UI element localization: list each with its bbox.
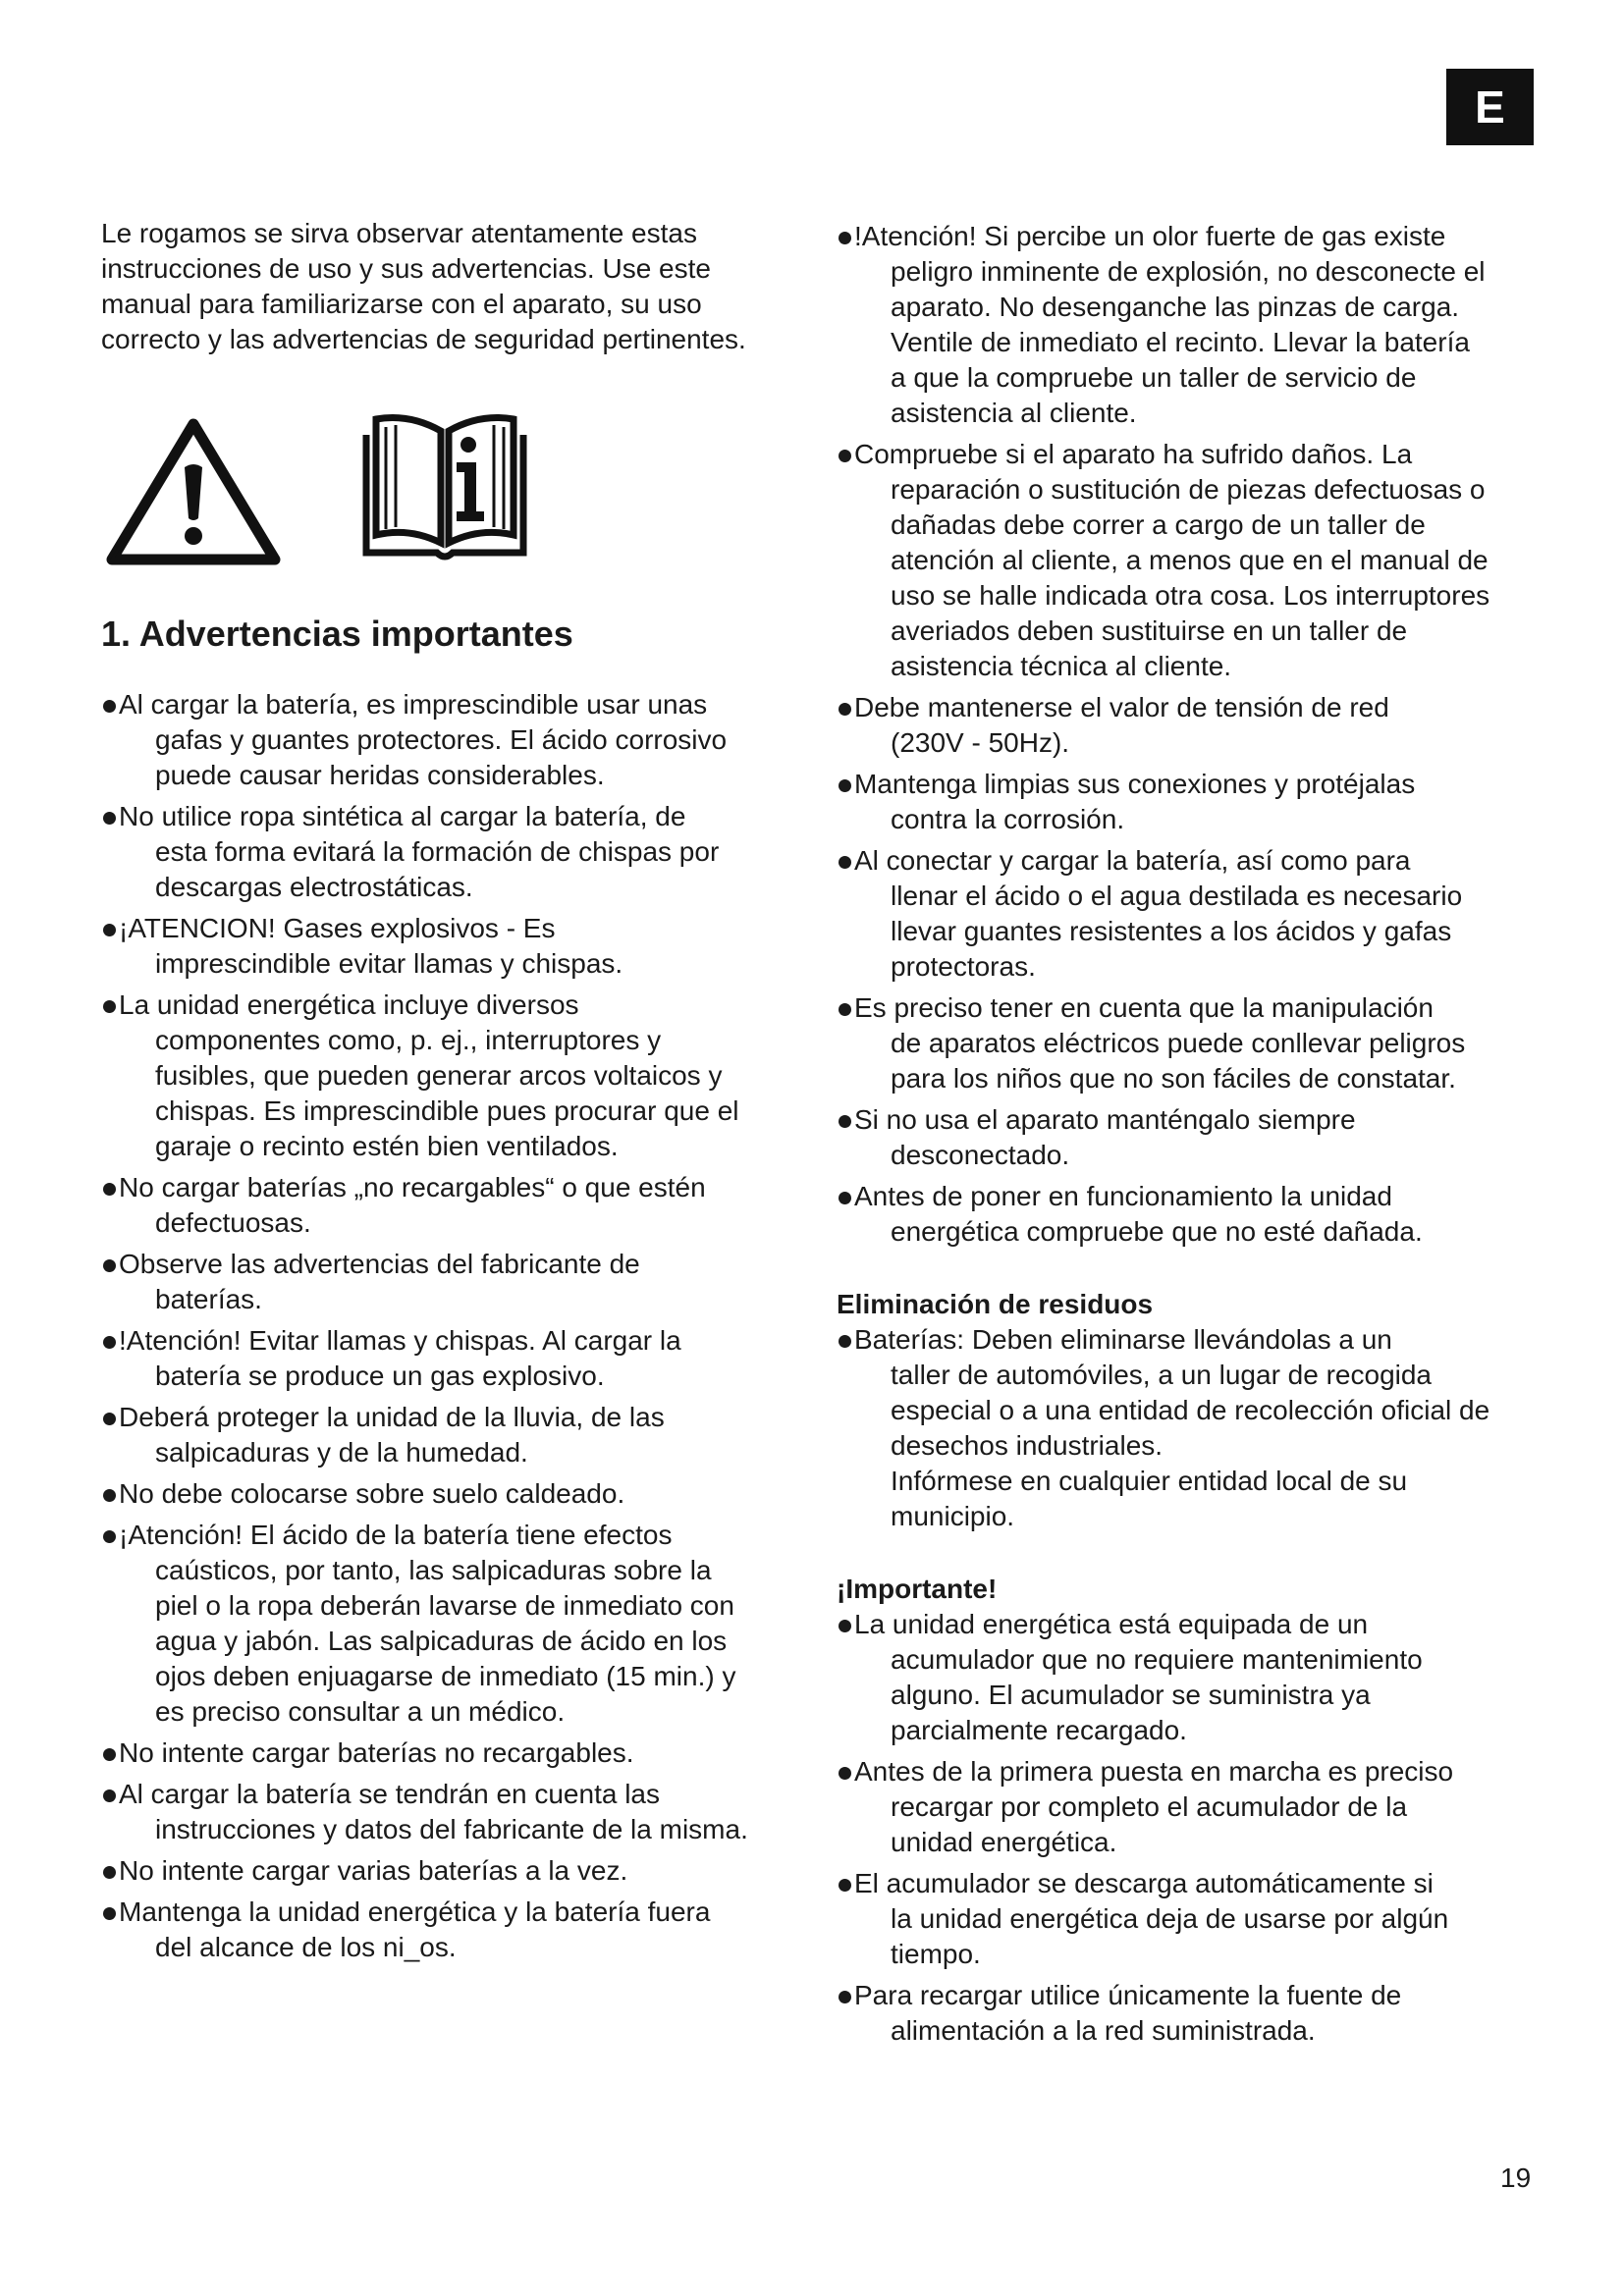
bullet-icon: [103, 1183, 116, 1196]
section-heading: 1. Advertencias importantes: [101, 614, 573, 654]
list-item: Es preciso tener en cuenta que la manipulación de aparatos eléctricos puede conllevar peligros para los niños que no son fáciles de constatar.: [837, 990, 1543, 1096]
list-item: Deberá proteger la unidad de la lluvia, de las salpicaduras y de la humedad.: [101, 1400, 808, 1470]
list-item: Al cargar la batería se tendrán en cuenta las instrucciones y datos del fabricante de la misma.: [101, 1777, 808, 1847]
bullet-icon: [103, 1413, 116, 1425]
warning-triangle-icon: [106, 416, 281, 565]
list-item: Al cargar la batería, es imprescindible usar unas gafas y guantes protectores. El ácido corrosivo puede causar heridas considerables.: [101, 687, 808, 793]
left-column: [101, 216, 808, 1971]
list-item: No cargar baterías „no recargables“ o que estén defectuosas.: [101, 1170, 808, 1241]
bullet-icon: [103, 1748, 116, 1761]
bullet-icon: [103, 1530, 116, 1543]
important-list: [837, 1607, 1543, 2049]
icon-row: [101, 357, 808, 613]
list-item: ¡ATENCION! Gases explosivos - Es imprescindible evitar llamas y chispas.: [101, 911, 808, 982]
warnings-list: [101, 687, 808, 1965]
list-item: Debe mantenerse el valor de tensión de red (230V - 50Hz).: [837, 690, 1543, 761]
bullet-icon: [839, 1767, 851, 1780]
list-item: Si no usa el aparato manténgalo siempre desconectado.: [837, 1102, 1543, 1173]
list-item: El acumulador se descarga automáticamente si la unidad energética deja de usarse por algún tiempo.: [837, 1866, 1543, 1972]
manual-info-icon: [358, 405, 531, 565]
language-badge: E: [1446, 69, 1534, 145]
list-item: Antes de poner en funcionamiento la unidad energética compruebe que no esté dañada.: [837, 1179, 1543, 1250]
bullet-icon: [839, 1620, 851, 1632]
bullet-icon: [839, 232, 851, 244]
bullet-icon: [839, 1335, 851, 1348]
bullet-icon: [103, 924, 116, 936]
list-item: Compruebe si el aparato ha sufrido daños. La reparación o sustitución de piezas defectuosas o dañadas debe correr a cargo de un taller de atención al cliente, a menos que en el manual de uso se halle indicada otra cosa. Los interruptores averiados deben sustituirse en un taller de asistencia técnica al cliente.: [837, 437, 1543, 684]
list-item: Mantenga la unidad energética y la batería fuera del alcance de los ni_os.: [101, 1895, 808, 1965]
list-item: No intente cargar baterías no recargables.: [101, 1735, 808, 1771]
list-item: Baterías: Deben eliminarse llevándolas a un taller de automóviles, a un lugar de recogida especial o a una entidad de recolección oficial de desechos industriales. Infórmese en cualquier entidad local de su municipio.: [837, 1322, 1543, 1534]
bullet-icon: [103, 1000, 116, 1013]
list-item: Al conectar y cargar la batería, así como para llenar el ácido o el agua destilada es necesario llevar guantes resistentes a los ácidos y gafas protectoras.: [837, 843, 1543, 985]
right-column: [837, 219, 1543, 2055]
bullet-icon: [839, 1879, 851, 1892]
bullet-icon: [839, 1991, 851, 2003]
list-item: Observe las advertencias del fabricante de baterías.: [101, 1247, 808, 1317]
list-item: Para recargar utilice únicamente la fuente de alimentación a la red suministrada.: [837, 1978, 1543, 2049]
bullet-icon: [839, 450, 851, 462]
bullet-icon: [103, 1336, 116, 1349]
list-item: La unidad energética incluye diversos componentes como, p. ej., interruptores y fusibles, que pueden generar arcos voltaicos y chispas. Es imprescindible pues procurar que el garaje o recinto estén bien ventilados.: [101, 988, 808, 1164]
bullet-icon: [103, 700, 116, 713]
list-item: Mantenga limpias sus conexiones y protéjalas contra la corrosión.: [837, 767, 1543, 837]
list-item: No utilice ropa sintética al cargar la batería, de esta forma evitará la formación de chispas por descargas electrostáticas.: [101, 799, 808, 905]
intro-paragraph: Le rogamos se sirva observar atentamente estas instrucciones de uso y sus advertencias. Use este manual para familiarizarse con el aparato, su uso correcto y las advertencias de seguridad pertinentes.: [101, 218, 746, 354]
important-heading: ¡Importante!: [837, 1574, 998, 1604]
bullet-icon: [839, 1192, 851, 1204]
page-number: 19: [1500, 2163, 1532, 2193]
bullet-icon: [103, 812, 116, 825]
warnings-list-continued: [837, 219, 1543, 1250]
bullet-icon: [839, 779, 851, 792]
bullet-icon: [839, 703, 851, 716]
bullet-icon: [103, 1489, 116, 1502]
list-item: !Atención! Si percibe un olor fuerte de gas existe peligro inminente de explosión, no desconecte el aparato. No desenganche las pinzas de carga. Ventile de inmediato el recinto. Llevar la batería a que la compruebe un taller de servicio de asistencia al cliente.: [837, 219, 1543, 431]
disposal-list: [837, 1322, 1543, 1534]
list-item: Antes de la primera puesta en marcha es preciso recargar por completo el acumulador de la unidad energética.: [837, 1754, 1543, 1860]
list-item: No debe colocarse sobre suelo caldeado.: [101, 1476, 808, 1512]
list-item: La unidad energética está equipada de un acumulador que no requiere mantenimiento alguno. El acumulador se suministra ya parcialmente recargado.: [837, 1607, 1543, 1748]
bullet-icon: [103, 1866, 116, 1879]
bullet-icon: [839, 1115, 851, 1128]
bullet-icon: [103, 1259, 116, 1272]
list-item: No intente cargar varias baterías a la vez.: [101, 1853, 808, 1889]
bullet-icon: [839, 856, 851, 869]
bullet-icon: [103, 1907, 116, 1920]
list-item: !Atención! Evitar llamas y chispas. Al cargar la batería se produce un gas explosivo.: [101, 1323, 808, 1394]
disposal-heading: Eliminación de residuos: [837, 1289, 1154, 1319]
bullet-icon: [103, 1789, 116, 1802]
list-item: ¡Atención! El ácido de la batería tiene efectos caústicos, por tanto, las salpicaduras sobre la piel o la ropa deberán lavarse de inmediato con agua y jabón. Las salpicaduras de ácido en los ojos deben enjuagarse de inmediato (15 min.) y es preciso consultar a un médico.: [101, 1518, 808, 1730]
bullet-icon: [839, 1003, 851, 1016]
